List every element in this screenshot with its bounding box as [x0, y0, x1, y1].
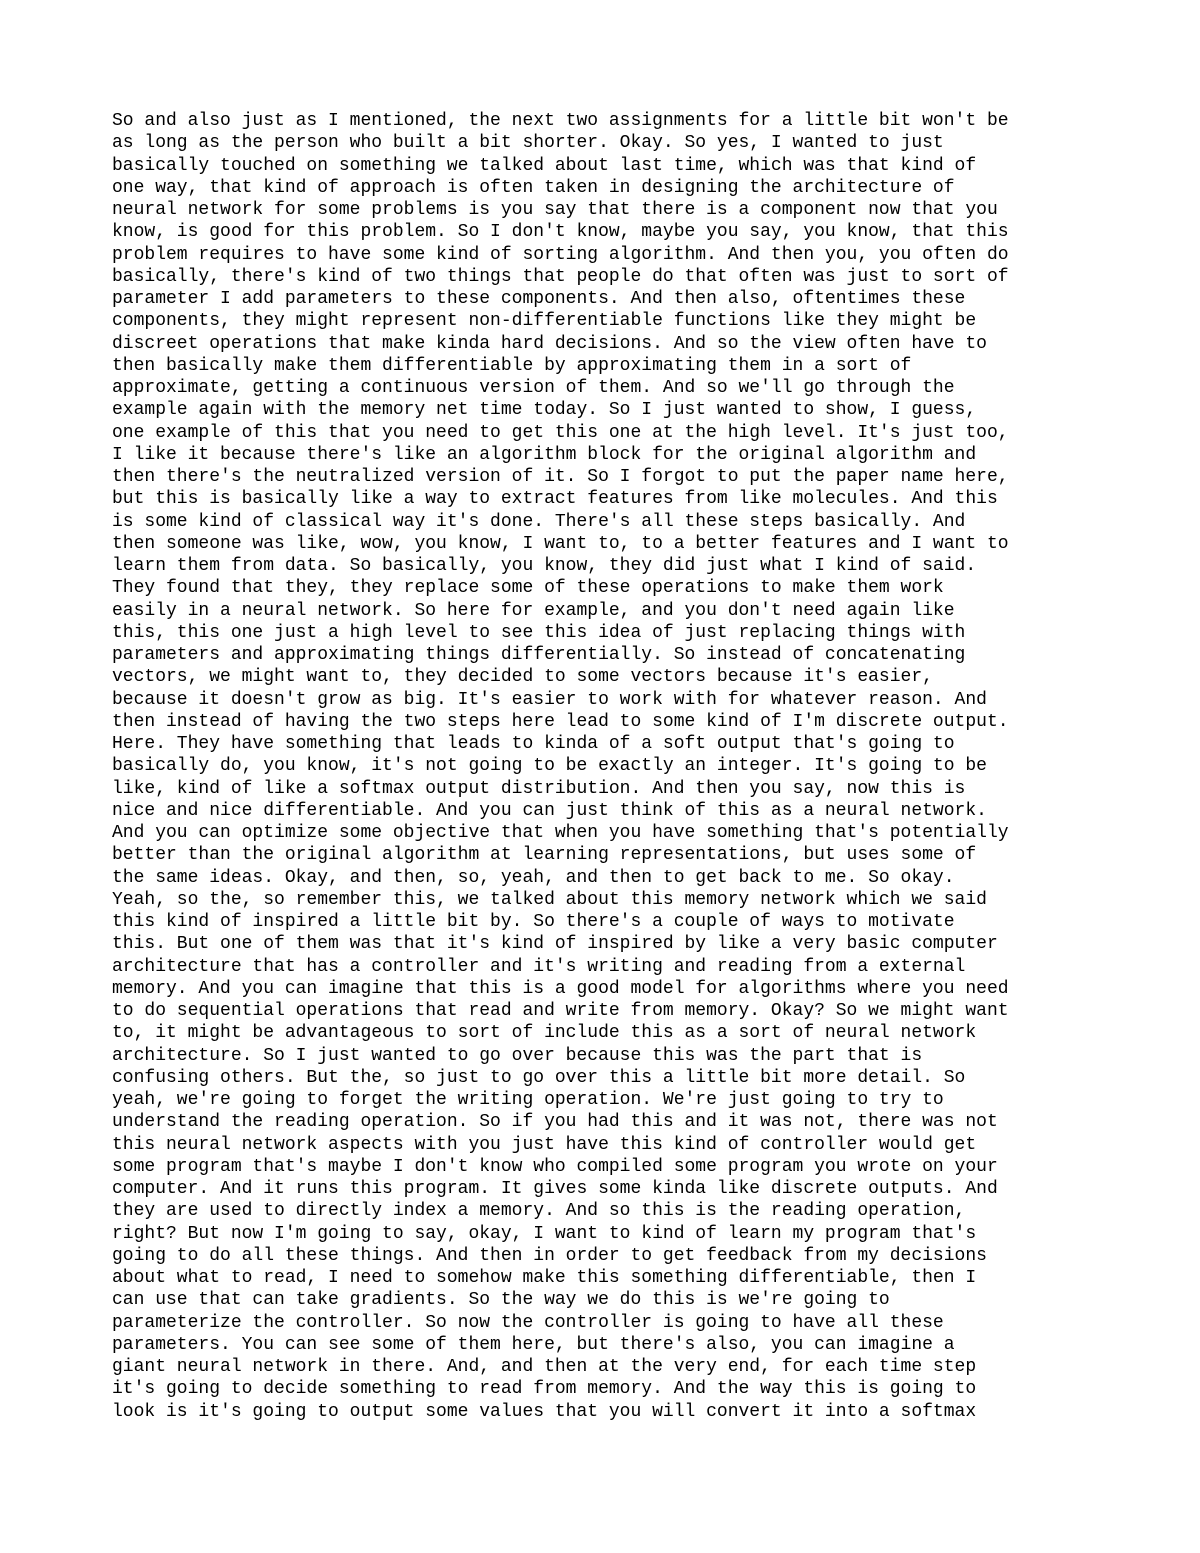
- text-line: components, they might represent non-differentiable functions like they might be: [112, 311, 977, 332]
- text-line: look is it's going to output some values that you will convert it into a softmax: [112, 1401, 977, 1422]
- text-line: because it doesn't grow as big. It's easier to work with for whatever reason. And: [112, 689, 987, 710]
- text-line: but this is basically like a way to extract features from like molecules. And this: [112, 489, 998, 510]
- text-line: confusing others. But the, so just to go over this a little bit more detail. So: [112, 1067, 966, 1088]
- text-line: parameter I add parameters to these components. And then also, oftentimes these: [112, 289, 966, 309]
- text-line: going to do all these things. And then in order to get feedback from my decisions: [112, 1245, 987, 1266]
- text-line: And you can optimize some objective that when you have something that's potentially: [112, 823, 1009, 843]
- text-line: They found that they, they replace some of these operations to make them work: [112, 578, 944, 599]
- text-line: neural network for some problems is you say that there is a component now that you: [112, 200, 998, 220]
- text-line: one example of this that you need to get this one at the high level. It's just too,: [112, 422, 1009, 443]
- text-line: the same ideas. Okay, and then, so, yeah, and then to get back to me. So okay.: [112, 867, 955, 888]
- text-line: approximate, getting a continuous version of them. And so we'll go through the: [112, 378, 955, 398]
- text-line: parameters. You can see some of them here, but there's also, you can imagine a: [112, 1334, 955, 1355]
- text-line: easily in a neural network. So here for example, and you don't need again like: [112, 600, 955, 621]
- text-line: this, this one just a high level to see this idea of just replacing things with: [112, 622, 966, 643]
- text-line: architecture that has a controller and it's writing and reading from a external: [112, 956, 966, 977]
- text-line: discreet operations that make kinda hard decisions. And so the view often have to: [112, 333, 987, 354]
- text-line: example again with the memory net time today. So I just wanted to show, I guess,: [112, 400, 977, 421]
- transcript-text: [112, 110, 1112, 1423]
- text-line: problem requires to have some kind of sorting algorithm. And then you, you often do: [112, 244, 1009, 265]
- text-line: parameterize the controller. So now the controller is going to have all these: [112, 1312, 944, 1333]
- text-line: understand the reading operation. So if you had this and it was not, there was not: [112, 1112, 998, 1133]
- text-line: vectors, we might want to, they decided to some vectors because it's easier,: [112, 667, 933, 688]
- text-line: architecture. So I just wanted to go over because this was the part that is: [112, 1045, 923, 1066]
- text-line: So and also just as I mentioned, the next two assignments for a little bit won't be: [112, 111, 1009, 131]
- text-line: this. But one of them was that it's kind of inspired by like a very basic computer: [112, 934, 998, 955]
- text-line: computer. And it runs this program. It gives some kinda like discrete outputs. And: [112, 1179, 998, 1199]
- text-line: Yeah, so the, so remember this, we talked about this memory network which we said: [112, 889, 987, 910]
- text-line: can use that can take gradients. So the way we do this is we're going to: [112, 1290, 890, 1311]
- text-line: it's going to decide something to read from memory. And the way this is going to: [112, 1379, 977, 1400]
- text-line: one way, that kind of approach is often taken in designing the architecture of: [112, 177, 955, 198]
- text-line: better than the original algorithm at learning representations, but uses some of: [112, 845, 977, 866]
- text-line: basically do, you know, it's not going to be exactly an integer. It's going to be: [112, 756, 987, 777]
- text-line: right? But now I'm going to say, okay, I want to kind of learn my program that's: [112, 1223, 977, 1244]
- text-line: then instead of having the two steps here lead to some kind of I'm discrete output.: [112, 711, 1009, 732]
- text-line: like, kind of like a softmax output distribution. And then you say, now this is: [112, 778, 966, 799]
- text-line: this neural network aspects with you just have this kind of controller would get: [112, 1134, 977, 1155]
- text-line: then there's the neutralized version of it. So I forgot to put the paper name here,: [112, 467, 1009, 487]
- text-line: giant neural network in there. And, and then at the very end, for each time step: [112, 1357, 977, 1377]
- text-line: to, it might be advantageous to sort of include this as a sort of neural network: [112, 1023, 977, 1044]
- text-line: they are used to directly index a memory. And so this is the reading operation,: [112, 1201, 966, 1222]
- text-line: about what to read, I need to somehow make this something differentiable, then I: [112, 1268, 977, 1288]
- text-line: some program that's maybe I don't know who compiled some program you wrote on your: [112, 1156, 998, 1177]
- text-line: basically touched on something we talked about last time, which was that kind of: [112, 155, 977, 176]
- text-line: nice and nice differentiable. And you can just think of this as a neural network.: [112, 800, 987, 821]
- text-line: Here. They have something that leads to kinda of a soft output that's going to: [112, 734, 955, 754]
- text-line: then someone was like, wow, you know, I want to, to a better features and I want to: [112, 533, 1009, 554]
- text-line: yeah, we're going to forget the writing operation. We're just going to try to: [112, 1090, 944, 1110]
- text-line: then basically make them differentiable by approximating them in a sort of: [112, 355, 912, 376]
- text-line: as long as the person who built a bit shorter. Okay. So yes, I wanted to just: [112, 133, 944, 154]
- text-line: this kind of inspired a little bit by. So there's a couple of ways to motivate: [112, 912, 955, 932]
- text-line: know, is good for this problem. So I don't know, maybe you say, you know, that this: [112, 222, 1009, 243]
- text-line: memory. And you can imagine that this is a good model for algorithms where you need: [112, 978, 1009, 999]
- text-line: I like it because there's like an algorithm block for the original algorithm and: [112, 444, 977, 465]
- text-line: learn them from data. So basically, you know, they did just what I kind of said.: [112, 556, 977, 576]
- text-line: basically, there's kind of two things that people do that often was just to sort of: [112, 266, 1009, 287]
- text-line: parameters and approximating things differentially. So instead of concatenating: [112, 645, 966, 665]
- text-line: is some kind of classical way it's done. There's all these steps basically. And: [112, 511, 966, 532]
- text-line: to do sequential operations that read and write from memory. Okay? So we might want: [112, 1001, 1009, 1021]
